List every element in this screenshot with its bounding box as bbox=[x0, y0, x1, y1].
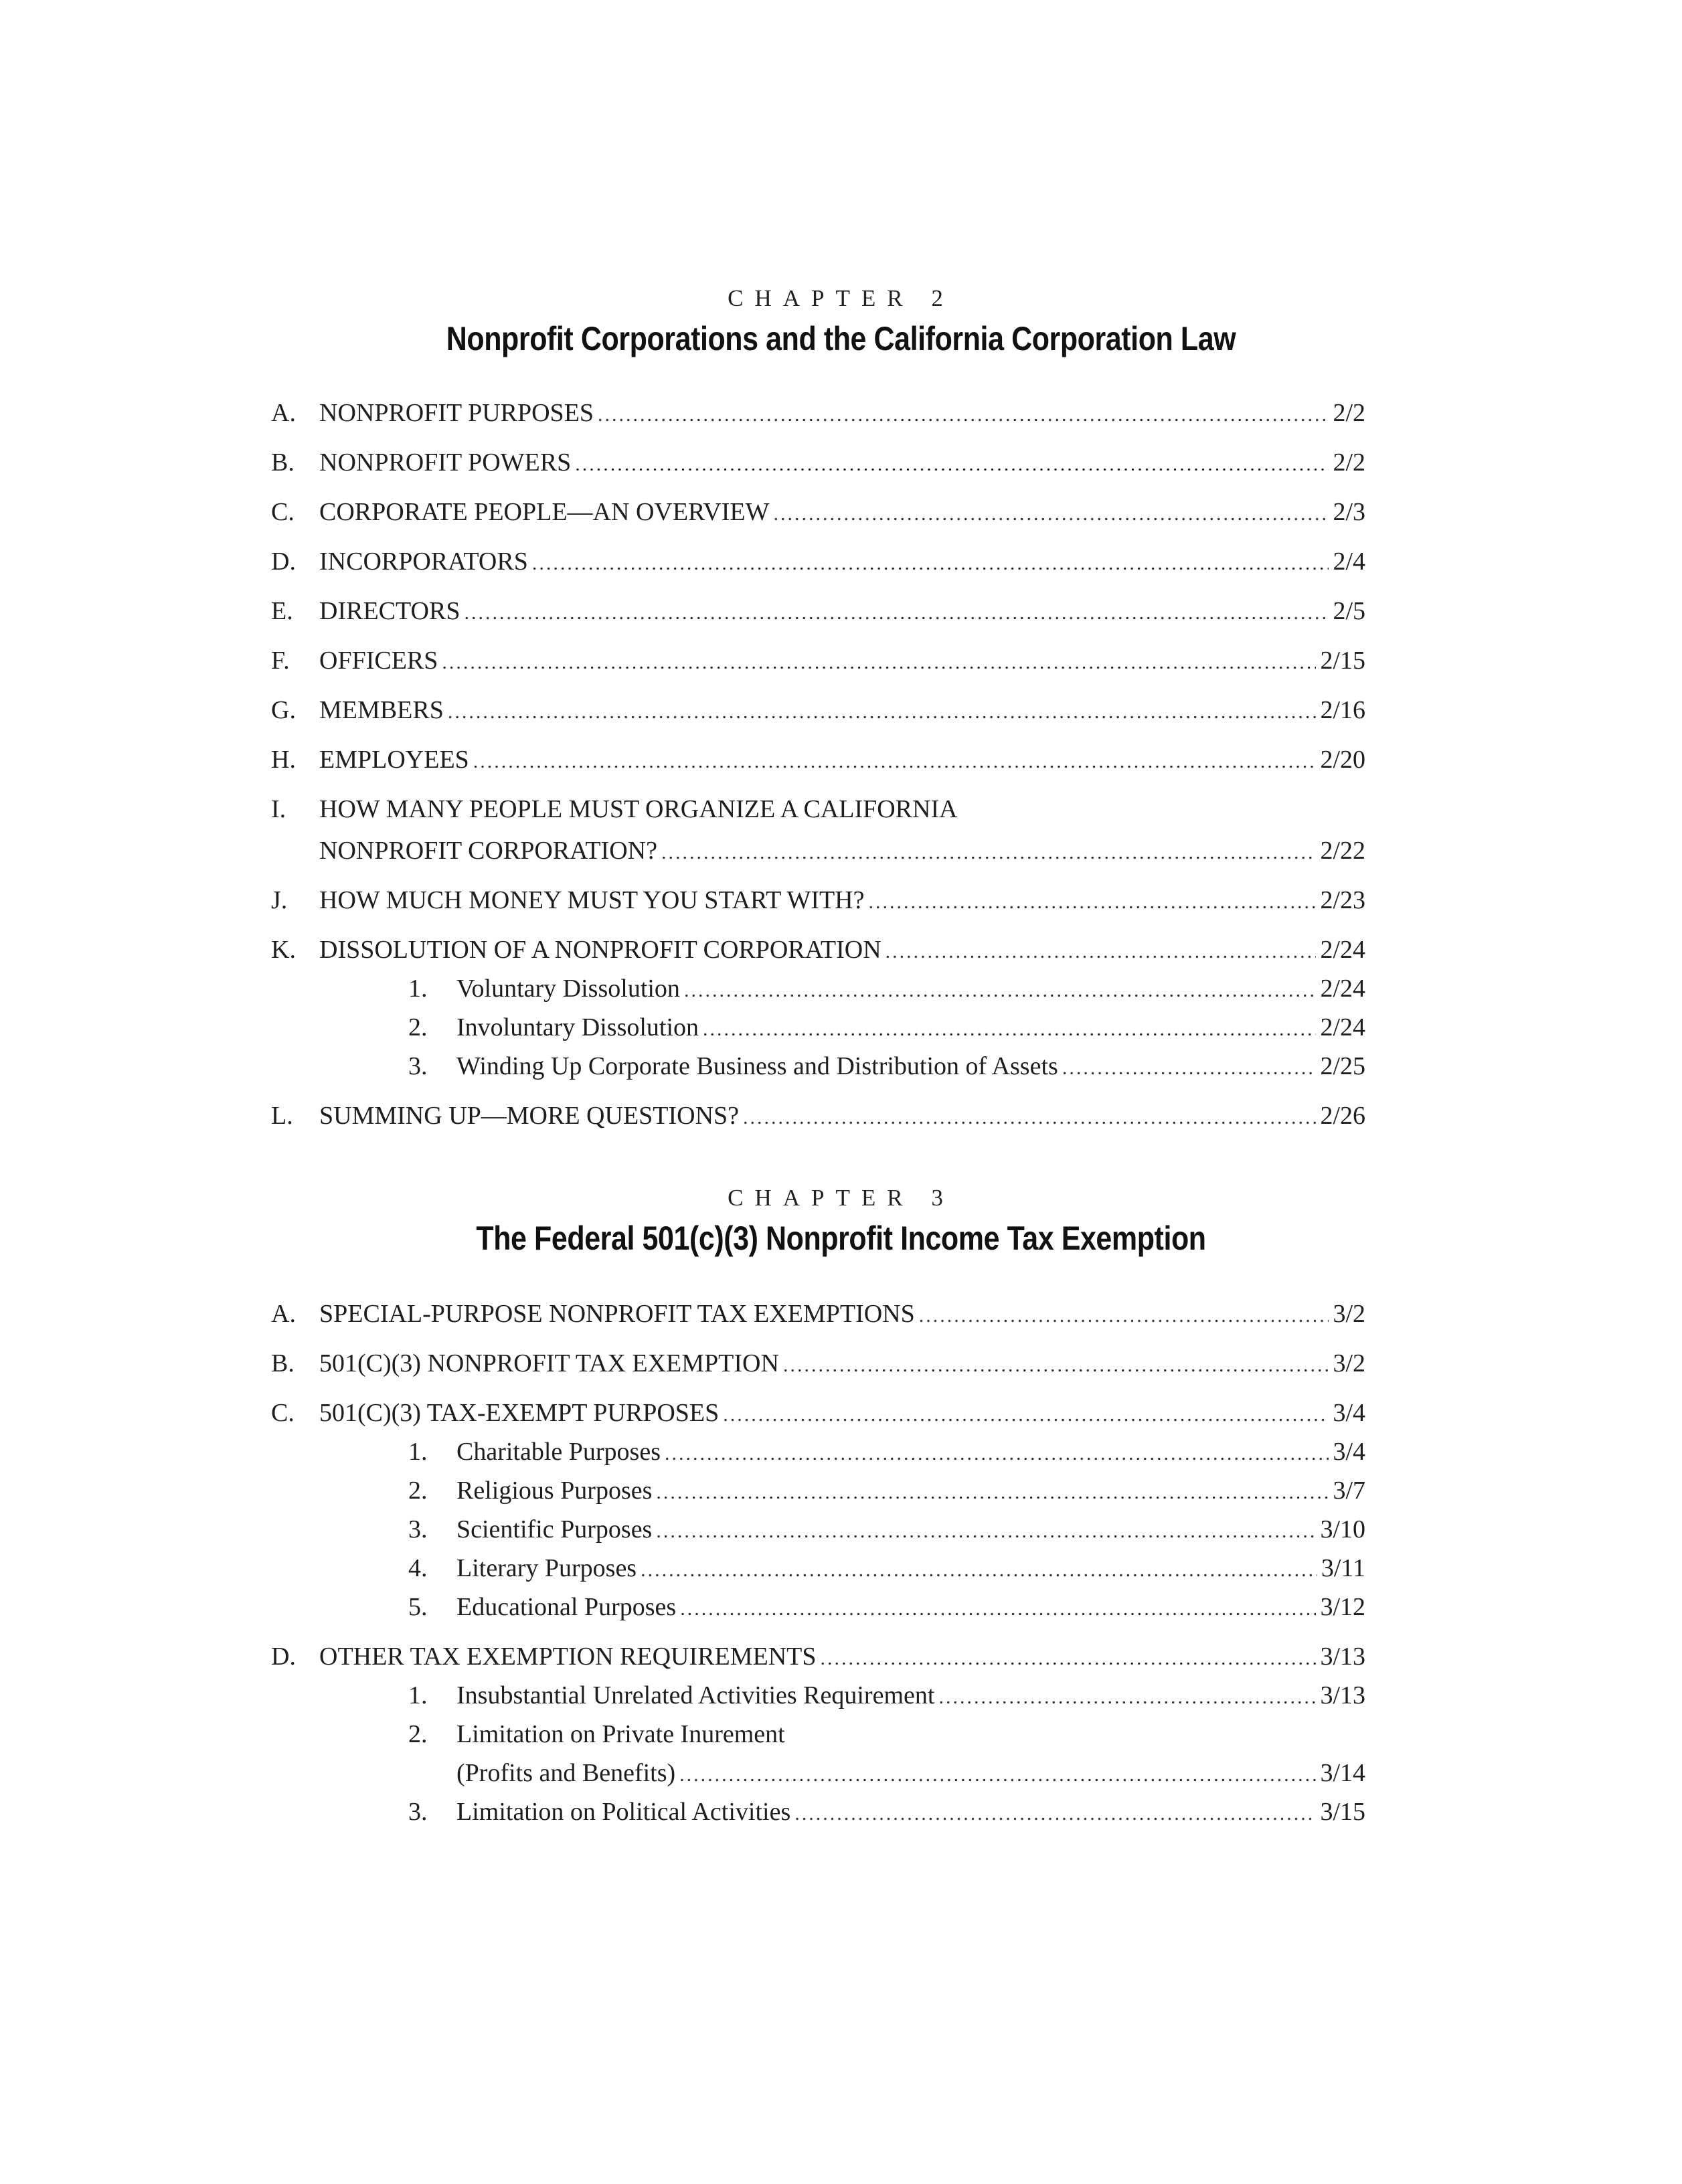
entry-text: NONPROFIT POWERS bbox=[319, 448, 572, 477]
entry-text: DIRECTORS bbox=[319, 597, 460, 625]
subentry-text-line1: Limitation on Private Inurement bbox=[456, 1720, 785, 1748]
dot-leader bbox=[656, 1475, 1329, 1511]
entry-text: 501(C)(3) NONPROFIT TAX EXEMPTION bbox=[319, 1349, 779, 1377]
entry-page: 3/4 bbox=[1333, 1399, 1365, 1427]
dot-leader bbox=[464, 595, 1329, 631]
subentry-page: 2/24 bbox=[1320, 1013, 1365, 1041]
entry-letter: J. bbox=[271, 886, 288, 914]
entry-text: CORPORATE PEOPLE—AN OVERVIEW bbox=[319, 498, 770, 526]
dot-leader bbox=[656, 1513, 1316, 1549]
toc-subentry[interactable] bbox=[271, 1009, 1365, 1045]
subentry-number: 1. bbox=[408, 975, 428, 1003]
dot-leader bbox=[703, 1011, 1316, 1047]
chapter-3-label: CHAPTER 3 bbox=[728, 1185, 954, 1211]
subentry-text: Literary Purposes bbox=[456, 1554, 637, 1582]
entry-page: 2/5 bbox=[1333, 597, 1365, 625]
dot-leader bbox=[641, 1552, 1317, 1588]
toc-subentry[interactable] bbox=[271, 971, 1365, 1007]
entry-text: OTHER TAX EXEMPTION REQUIREMENTS bbox=[319, 1643, 817, 1671]
subentry-text: Involuntary Dissolution bbox=[456, 1013, 699, 1041]
subentry-text: Limitation on Political Activities bbox=[456, 1798, 791, 1826]
toc-subentry[interactable] bbox=[271, 1511, 1365, 1547]
dot-leader bbox=[821, 1641, 1317, 1677]
subentry-text: Voluntary Dissolution bbox=[456, 975, 680, 1003]
toc-subentry[interactable] bbox=[271, 1434, 1365, 1470]
subentry-number: 2. bbox=[408, 1477, 428, 1505]
entry-page: 2/2 bbox=[1333, 448, 1365, 477]
subentry-number: 5. bbox=[408, 1593, 428, 1621]
entry-page: 3/2 bbox=[1333, 1349, 1365, 1377]
entry-page: 2/26 bbox=[1320, 1102, 1365, 1130]
toc-entry[interactable] bbox=[271, 742, 1365, 778]
entry-text: NONPROFIT CORPORATION? bbox=[319, 837, 657, 865]
subentry-text: (Profits and Benefits) bbox=[456, 1759, 676, 1787]
chapter-2-title: Nonprofit Corporations and the California Corporation Law bbox=[446, 320, 1236, 357]
subentry-number: 3. bbox=[408, 1798, 428, 1826]
subentry-text: Scientific Purposes bbox=[456, 1515, 653, 1543]
subentry-number: 2. bbox=[408, 1013, 428, 1041]
entry-letter: H. bbox=[271, 746, 296, 774]
dot-leader bbox=[442, 645, 1316, 681]
dot-leader bbox=[661, 835, 1316, 871]
entry-text: NONPROFIT PURPOSES bbox=[319, 399, 594, 427]
chapter-3-title: The Federal 501(c)(3) Nonprofit Income Tax Exemption bbox=[476, 1220, 1206, 1257]
subentry-text: Insubstantial Unrelated Activities Requirement bbox=[456, 1681, 935, 1709]
subentry-number: 2. bbox=[408, 1720, 428, 1748]
toc-entry[interactable] bbox=[271, 791, 1365, 869]
entry-letter: B. bbox=[271, 1349, 295, 1377]
entry-text: HOW MUCH MONEY MUST YOU START WITH? bbox=[319, 886, 865, 914]
entry-page: 3/13 bbox=[1320, 1643, 1365, 1671]
toc-entry[interactable] bbox=[271, 1395, 1365, 1431]
dot-leader bbox=[684, 973, 1317, 1009]
subentry-page: 2/25 bbox=[1320, 1052, 1365, 1080]
toc-entry[interactable] bbox=[271, 1296, 1365, 1332]
dot-leader bbox=[598, 397, 1329, 433]
dot-leader bbox=[1062, 1050, 1317, 1086]
dot-leader bbox=[575, 446, 1329, 483]
toc-subentry[interactable] bbox=[271, 1716, 1365, 1794]
entry-letter: I. bbox=[271, 795, 286, 823]
entry-page: 2/23 bbox=[1320, 886, 1365, 914]
entry-letter: F. bbox=[271, 647, 290, 675]
entry-letter: A. bbox=[271, 399, 296, 427]
subentry-page: 3/15 bbox=[1320, 1798, 1365, 1826]
entry-page: 2/16 bbox=[1320, 696, 1365, 724]
toc-entry[interactable] bbox=[271, 692, 1365, 728]
entry-page: 2/24 bbox=[1320, 936, 1365, 964]
toc-entry[interactable] bbox=[271, 494, 1365, 530]
entry-letter: E. bbox=[271, 597, 293, 625]
subentry-number: 1. bbox=[408, 1438, 428, 1466]
entry-text: 501(C)(3) TAX-EXEMPT PURPOSES bbox=[319, 1399, 720, 1427]
toc-entry[interactable] bbox=[271, 543, 1365, 580]
entry-text: INCORPORATORS bbox=[319, 548, 528, 576]
toc-entry[interactable] bbox=[271, 643, 1365, 679]
entry-letter: B. bbox=[271, 448, 295, 477]
entry-letter: C. bbox=[271, 498, 295, 526]
entry-text-line1: HOW MANY PEOPLE MUST ORGANIZE A CALIFORNIA bbox=[319, 795, 958, 823]
entry-page: 2/20 bbox=[1320, 746, 1365, 774]
subentry-page: 3/13 bbox=[1320, 1681, 1365, 1709]
entry-page: 2/3 bbox=[1333, 498, 1365, 526]
toc-entry[interactable] bbox=[271, 932, 1365, 968]
entry-page: 3/2 bbox=[1333, 1300, 1365, 1328]
subentry-page: 3/10 bbox=[1320, 1515, 1365, 1543]
dot-leader bbox=[774, 496, 1329, 532]
chapter-2-label: CHAPTER 2 bbox=[728, 285, 954, 311]
subentry-number: 4. bbox=[408, 1554, 428, 1582]
entry-text: MEMBERS bbox=[319, 696, 444, 724]
entry-text: SUMMING UP—MORE QUESTIONS? bbox=[319, 1102, 740, 1130]
entry-letter: A. bbox=[271, 1300, 296, 1328]
dot-leader bbox=[723, 1397, 1329, 1433]
subentry-text: Educational Purposes bbox=[456, 1593, 677, 1621]
toc-entry[interactable] bbox=[271, 1098, 1365, 1134]
entry-letter: D. bbox=[271, 548, 296, 576]
entry-letter: D. bbox=[271, 1643, 296, 1671]
subentry-text: Charitable Purposes bbox=[456, 1438, 661, 1466]
dot-leader bbox=[448, 694, 1317, 730]
toc-subentry[interactable] bbox=[271, 1794, 1365, 1830]
subentry-text: Winding Up Corporate Business and Distribution of Assets bbox=[456, 1052, 1058, 1080]
dot-leader bbox=[743, 1100, 1316, 1136]
toc-subentry[interactable] bbox=[271, 1048, 1365, 1084]
dot-leader bbox=[680, 1591, 1316, 1627]
dot-leader bbox=[794, 1796, 1316, 1832]
toc-subentry[interactable] bbox=[271, 1677, 1365, 1713]
entry-letter: K. bbox=[271, 936, 296, 964]
entry-letter: G. bbox=[271, 696, 296, 724]
subentry-number: 1. bbox=[408, 1681, 428, 1709]
entry-page: 2/22 bbox=[1320, 837, 1365, 865]
entry-letter: L. bbox=[271, 1102, 293, 1130]
subentry-page: 3/14 bbox=[1320, 1759, 1365, 1787]
subentry-page: 3/4 bbox=[1333, 1438, 1365, 1466]
dot-leader bbox=[919, 1298, 1329, 1334]
subentry-number: 3. bbox=[408, 1515, 428, 1543]
toc-subentry[interactable] bbox=[271, 1589, 1365, 1625]
dot-leader bbox=[869, 884, 1317, 920]
entry-page: 2/15 bbox=[1320, 647, 1365, 675]
entry-text: EMPLOYEES bbox=[319, 746, 469, 774]
dot-leader bbox=[679, 1757, 1316, 1793]
toc-entry[interactable] bbox=[271, 1345, 1365, 1381]
toc-entry[interactable] bbox=[271, 882, 1365, 918]
subentry-page: 2/24 bbox=[1320, 975, 1365, 1003]
subentry-number: 3. bbox=[408, 1052, 428, 1080]
entry-text: DISSOLUTION OF A NONPROFIT CORPORATION bbox=[319, 936, 881, 964]
toc-entry[interactable] bbox=[271, 395, 1365, 431]
dot-leader bbox=[532, 545, 1329, 582]
dot-leader bbox=[665, 1436, 1329, 1472]
dot-leader bbox=[938, 1679, 1316, 1715]
dot-leader bbox=[783, 1347, 1329, 1383]
dot-leader bbox=[886, 934, 1317, 970]
entry-text: OFFICERS bbox=[319, 647, 438, 675]
toc-entry[interactable] bbox=[271, 444, 1365, 481]
entry-page: 2/2 bbox=[1333, 399, 1365, 427]
entry-letter: C. bbox=[271, 1399, 295, 1427]
entry-page: 2/4 bbox=[1333, 548, 1365, 576]
toc-subentry[interactable] bbox=[271, 1550, 1365, 1586]
dot-leader bbox=[473, 744, 1317, 780]
toc-subentry[interactable] bbox=[271, 1473, 1365, 1509]
subentry-page: 3/7 bbox=[1333, 1477, 1365, 1505]
toc-entry[interactable] bbox=[271, 1639, 1365, 1675]
toc-entry[interactable] bbox=[271, 593, 1365, 629]
entry-text: SPECIAL-PURPOSE NONPROFIT TAX EXEMPTIONS bbox=[319, 1300, 915, 1328]
subentry-text: Religious Purposes bbox=[456, 1477, 653, 1505]
subentry-page: 3/11 bbox=[1321, 1554, 1365, 1582]
subentry-page: 3/12 bbox=[1320, 1593, 1365, 1621]
